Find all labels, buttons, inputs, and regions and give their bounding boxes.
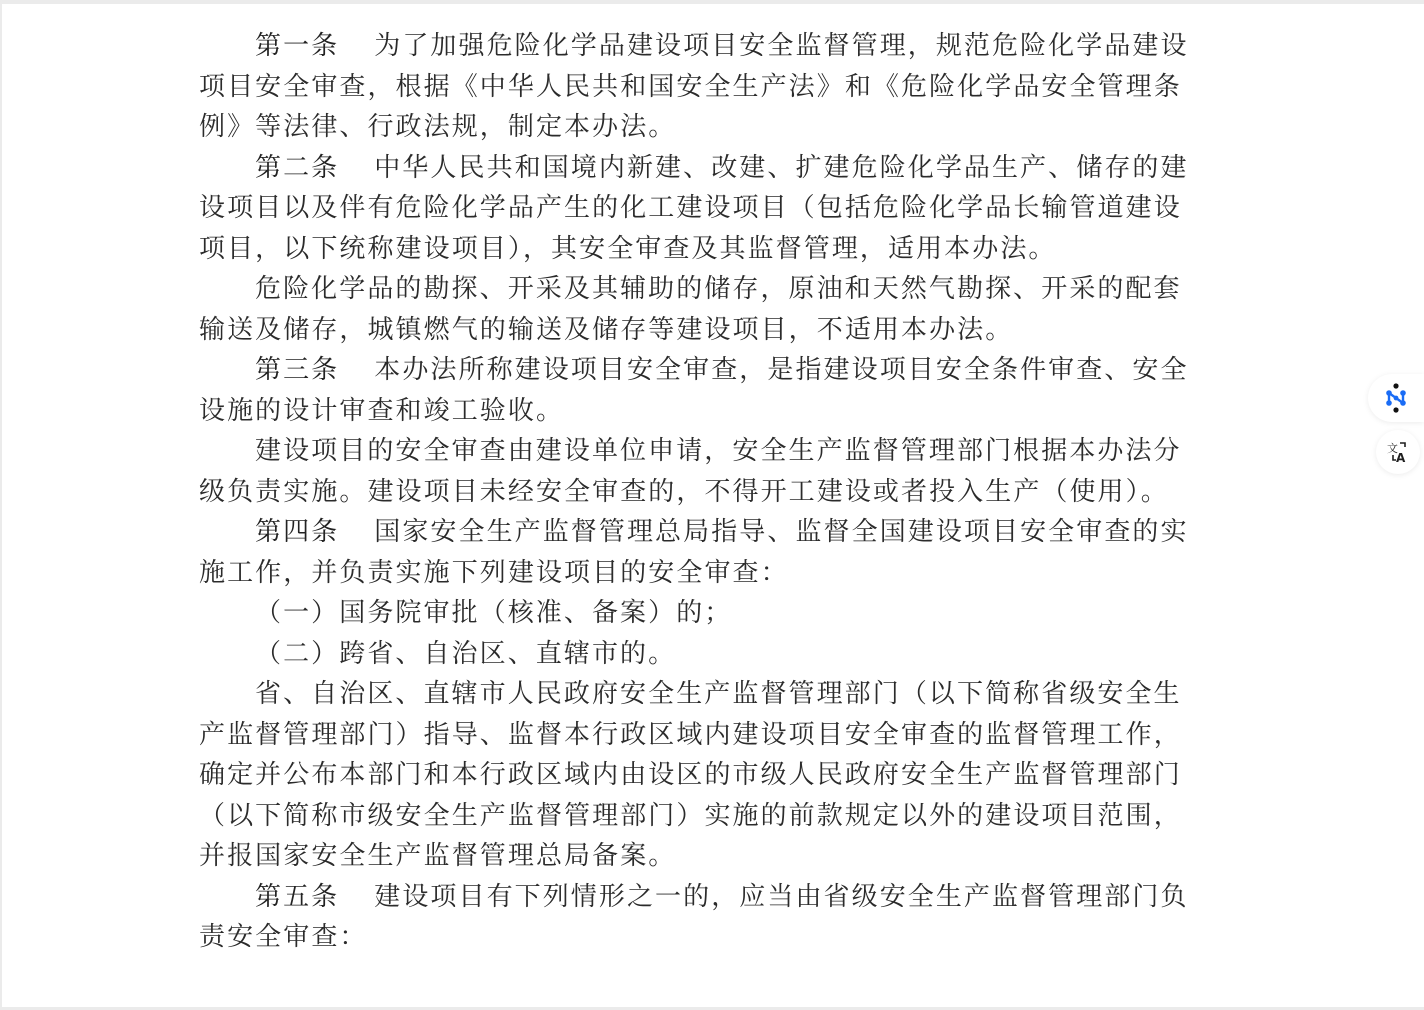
text-line	[199, 229, 1249, 270]
text-line	[199, 755, 1249, 796]
line-text: 国家安全生产监督管理总局指导、监督全国建设项目安全审查的实	[374, 517, 1189, 547]
network-nodes-icon	[1382, 382, 1410, 414]
text-line	[199, 310, 1249, 351]
text-line	[199, 148, 1249, 189]
line-text: 项目安全审查，根据《中华人民共和国安全生产法》和《危险化学品安全管理条	[199, 71, 1182, 102]
line-text: 为了加强危险化学品建设项目安全监督管理，规范危险化学品建设	[374, 31, 1189, 61]
ai-assistant-button[interactable]	[1368, 374, 1424, 422]
line-text: 级负责实施。建设项目未经安全审查的，不得开工建设或者投入生产（使用）。	[199, 476, 1169, 507]
text-line	[199, 593, 1249, 634]
line-text: 设施的设计审查和竣工验收。	[199, 395, 565, 426]
document-body	[199, 26, 1249, 958]
text-line	[199, 188, 1249, 229]
line-text: 并报国家安全生产监督管理总局备案。	[199, 841, 677, 871]
line-text: 输送及储存，城镇燃气的输送及储存等建设项目，不适用本办法。	[199, 314, 1014, 345]
line-text: （一）国务院审批（核准、备案）的；	[255, 598, 733, 628]
text-line	[199, 472, 1249, 513]
translate-button[interactable]	[1376, 430, 1420, 474]
article-number: 第二条	[255, 152, 340, 183]
article-number: 第五条	[255, 881, 340, 912]
line-text: 本办法所称建设项目安全审查，是指建设项目安全条件审查、安全	[374, 355, 1189, 385]
line-text: 设项目以及伴有危险化学品产生的化工建设项目（包括危险化学品长输管道建设	[199, 193, 1182, 223]
article-number: 第三条	[255, 355, 340, 385]
line-text: 责安全审查：	[199, 922, 368, 952]
line-text: 确定并公布本部门和本行政区域内由设区的市级人民政府安全生产监督管理部门	[199, 760, 1182, 790]
line-text: 项目，以下统称建设项目），其安全审查及其监督管理，适用本办法。	[199, 233, 1057, 264]
text-line	[199, 553, 1249, 594]
text-line	[199, 512, 1249, 553]
text-line	[199, 836, 1249, 877]
text-line	[199, 715, 1249, 756]
line-text: 建设项目有下列情形之一的，应当由省级安全生产监督管理部门负	[374, 881, 1189, 912]
line-text: 省、自治区、直辖市人民政府安全生产监督管理部门（以下简称省级安全生	[255, 679, 1182, 709]
translate-icon	[1386, 440, 1410, 464]
text-line	[199, 674, 1249, 715]
text-line	[199, 350, 1249, 391]
text-line	[199, 917, 1249, 958]
line-text: 建设项目的安全审查由建设单位申请，安全生产监督管理部门根据本办法分	[255, 436, 1182, 466]
line-text: 施工作，并负责实施下列建设项目的安全审查：	[199, 557, 789, 588]
text-line	[199, 269, 1249, 310]
line-text: 中华人民共和国境内新建、改建、扩建危险化学品生产、储存的建	[374, 152, 1189, 183]
text-line	[199, 634, 1249, 675]
text-line	[199, 796, 1249, 837]
svg-text:A: A	[1396, 451, 1406, 464]
article-number: 第一条	[255, 31, 340, 61]
svg-text:文: 文	[1387, 442, 1398, 455]
line-text: （以下简称市级安全生产监督管理部门）实施的前款规定以外的建设项目范围，	[199, 800, 1182, 831]
line-text: 产监督管理部门）指导、监督本行政区域内建设项目安全审查的监督管理工作，	[199, 719, 1182, 750]
document-viewport[interactable]	[2, 4, 1424, 1007]
text-line	[199, 877, 1249, 918]
text-line	[199, 391, 1249, 432]
line-text: （二）跨省、自治区、直辖市的。	[255, 638, 677, 669]
text-line	[199, 26, 1249, 67]
line-text: 危险化学品的勘探、开采及其辅助的储存，原油和天然气勘探、开采的配套	[255, 274, 1182, 304]
text-line	[199, 67, 1249, 108]
line-text: 例》等法律、行政法规，制定本办法。	[199, 112, 677, 142]
text-line	[199, 431, 1249, 472]
article-number: 第四条	[255, 517, 340, 547]
text-line	[199, 107, 1249, 148]
side-toolbar	[1368, 374, 1424, 482]
